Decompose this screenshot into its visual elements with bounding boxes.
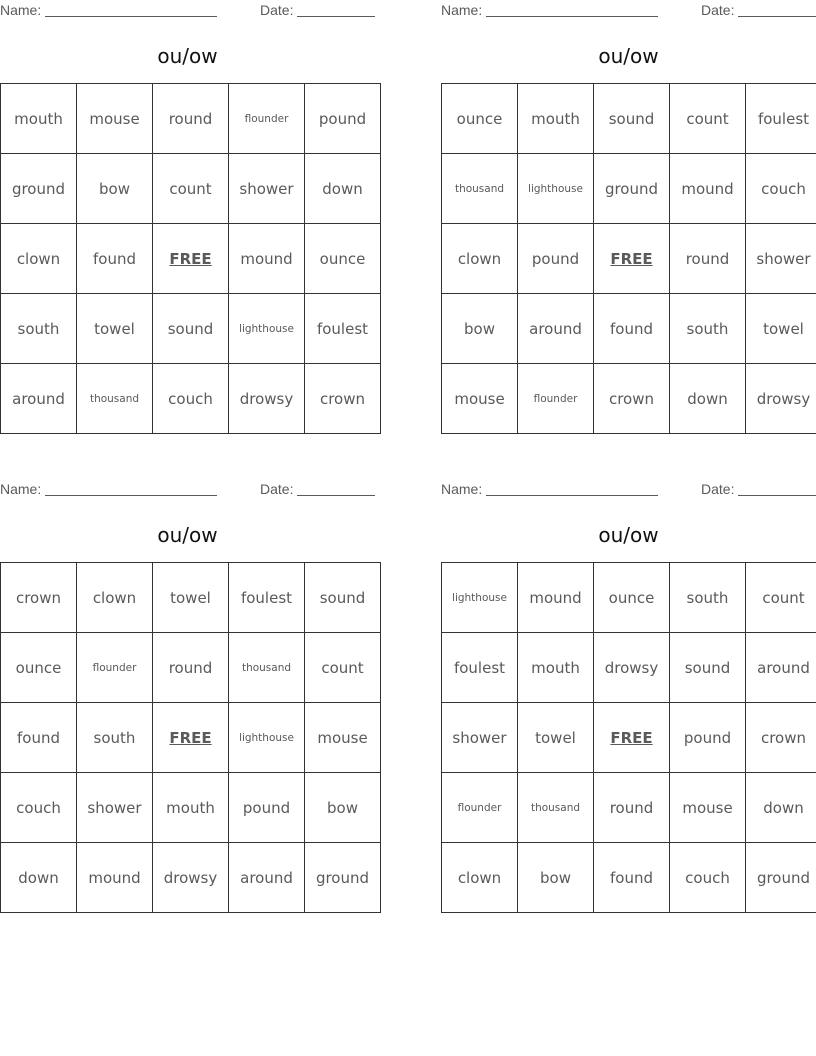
grid-row [1, 154, 381, 224]
grid-row [1, 703, 381, 773]
bingo-cell: thousand [442, 154, 518, 224]
bingo-cell: crown [305, 364, 381, 434]
bingo-cell: drowsy [746, 364, 816, 434]
card-title: ou/ow [157, 44, 218, 68]
bingo-cell: found [594, 294, 670, 364]
bingo-cell: flounder [518, 364, 594, 434]
bingo-cell: drowsy [594, 633, 670, 703]
bingo-cell: lighthouse [229, 294, 305, 364]
bingo-cell: clown [77, 563, 153, 633]
name-blank-line [486, 16, 658, 17]
bingo-cell: couch [670, 843, 746, 913]
bingo-cell: bow [77, 154, 153, 224]
bingo-cell: found [77, 224, 153, 294]
bingo-cell: south [77, 703, 153, 773]
bingo-cell: south [670, 294, 746, 364]
card-header [441, 479, 816, 499]
bingo-cell: count [746, 563, 816, 633]
date-label: Date: [260, 481, 294, 497]
bingo-cell: sound [594, 84, 670, 154]
bingo-cell: mouth [153, 773, 229, 843]
bingo-cell: pound [229, 773, 305, 843]
bingo-cell: round [594, 773, 670, 843]
bingo-cell: clown [1, 224, 77, 294]
card-header [441, 0, 816, 20]
date-blank-line [738, 16, 816, 17]
bingo-cell: lighthouse [518, 154, 594, 224]
grid-row [442, 224, 816, 294]
bingo-cell: foulest [229, 563, 305, 633]
bingo-cell: around [746, 633, 816, 703]
bingo-cell: shower [442, 703, 518, 773]
card-header [0, 479, 375, 499]
bingo-cell: shower [77, 773, 153, 843]
date-blank-line [297, 16, 375, 17]
bingo-cell: around [1, 364, 77, 434]
bingo-cell: around [518, 294, 594, 364]
name-label: Name: [0, 481, 42, 497]
bingo-cell: ounce [442, 84, 518, 154]
bingo-cell: flounder [229, 84, 305, 154]
bingo-cell: south [1, 294, 77, 364]
bingo-cell: thousand [77, 364, 153, 434]
bingo-cell: shower [229, 154, 305, 224]
name-blank-line [486, 495, 658, 496]
bingo-cell: mouth [518, 84, 594, 154]
bingo-cell: bow [442, 294, 518, 364]
bingo-cell: mouse [442, 364, 518, 434]
bingo-cell: foulest [442, 633, 518, 703]
name-label: Name: [0, 2, 42, 18]
bingo-cell: ounce [594, 563, 670, 633]
grid-row [442, 633, 816, 703]
bingo-cell: ounce [305, 224, 381, 294]
bingo-cell: south [670, 563, 746, 633]
name-blank-line [45, 495, 217, 496]
bingo-cell: down [1, 843, 77, 913]
bingo-cell: lighthouse [229, 703, 305, 773]
grid-row [442, 364, 816, 434]
bingo-cell: pound [305, 84, 381, 154]
bingo-cell: thousand [229, 633, 305, 703]
bingo-cell: couch [1, 773, 77, 843]
bingo-cell: clown [442, 224, 518, 294]
bingo-cell: couch [746, 154, 816, 224]
bingo-cell: ground [1, 154, 77, 224]
bingo-cell: found [594, 843, 670, 913]
bingo-cell: count [670, 84, 746, 154]
bingo-cell: sound [305, 563, 381, 633]
bingo-cell: thousand [518, 773, 594, 843]
bingo-cell: crown [1, 563, 77, 633]
bingo-cell: mound [518, 563, 594, 633]
bingo-cell: count [153, 154, 229, 224]
card-title: ou/ow [598, 523, 659, 547]
bingo-cell: ground [305, 843, 381, 913]
date-blank-line [738, 495, 816, 496]
bingo-cell: mouse [77, 84, 153, 154]
grid-row [442, 294, 816, 364]
card-title: ou/ow [157, 523, 218, 547]
bingo-cell: couch [153, 364, 229, 434]
bingo-cell: mouth [1, 84, 77, 154]
bingo-cell: mound [229, 224, 305, 294]
bingo-cell: round [153, 633, 229, 703]
bingo-grid [441, 83, 816, 434]
bingo-cell: flounder [442, 773, 518, 843]
grid-row [1, 773, 381, 843]
bingo-cell: flounder [77, 633, 153, 703]
free-space: FREE [153, 703, 229, 773]
free-space: FREE [594, 224, 670, 294]
bingo-cell: crown [594, 364, 670, 434]
bingo-cell: towel [746, 294, 816, 364]
bingo-cell: mouse [305, 703, 381, 773]
bingo-cell: found [1, 703, 77, 773]
date-label: Date: [701, 2, 735, 18]
grid-row [1, 294, 381, 364]
bingo-grid [0, 83, 381, 434]
grid-row [442, 154, 816, 224]
grid-row [442, 703, 816, 773]
bingo-cell: pound [670, 703, 746, 773]
date-blank-line [297, 495, 375, 496]
bingo-cell: ounce [1, 633, 77, 703]
card-title: ou/ow [598, 44, 659, 68]
grid-row [1, 224, 381, 294]
name-blank-line [45, 16, 217, 17]
free-space: FREE [153, 224, 229, 294]
bingo-cell: towel [77, 294, 153, 364]
name-label: Name: [441, 2, 483, 18]
bingo-cell: sound [670, 633, 746, 703]
free-space: FREE [594, 703, 670, 773]
bingo-cell: around [229, 843, 305, 913]
date-label: Date: [701, 481, 735, 497]
grid-row [1, 84, 381, 154]
bingo-cell: drowsy [153, 843, 229, 913]
bingo-cell: crown [746, 703, 816, 773]
bingo-cell: lighthouse [442, 563, 518, 633]
grid-row [1, 364, 381, 434]
bingo-cell: pound [518, 224, 594, 294]
bingo-cell: drowsy [229, 364, 305, 434]
bingo-cell: clown [442, 843, 518, 913]
bingo-cell: towel [518, 703, 594, 773]
card-header [0, 0, 375, 20]
bingo-cell: mouse [670, 773, 746, 843]
bingo-cell: ground [746, 843, 816, 913]
bingo-cell: down [746, 773, 816, 843]
bingo-cell: round [153, 84, 229, 154]
grid-row [1, 633, 381, 703]
bingo-cell: round [670, 224, 746, 294]
grid-row [442, 773, 816, 843]
bingo-cell: mound [77, 843, 153, 913]
bingo-cell: down [670, 364, 746, 434]
grid-row [442, 84, 816, 154]
bingo-cell: bow [518, 843, 594, 913]
date-label: Date: [260, 2, 294, 18]
bingo-cell: mouth [518, 633, 594, 703]
bingo-cell: ground [594, 154, 670, 224]
name-label: Name: [441, 481, 483, 497]
bingo-cell: towel [153, 563, 229, 633]
grid-row [1, 563, 381, 633]
bingo-grid [0, 562, 381, 913]
bingo-grid [441, 562, 816, 913]
bingo-cell: mound [670, 154, 746, 224]
grid-row [442, 563, 816, 633]
bingo-cell: count [305, 633, 381, 703]
bingo-cell: bow [305, 773, 381, 843]
bingo-cell: down [305, 154, 381, 224]
grid-row [442, 843, 816, 913]
grid-row [1, 843, 381, 913]
bingo-cell: sound [153, 294, 229, 364]
bingo-cell: shower [746, 224, 816, 294]
bingo-cell: foulest [305, 294, 381, 364]
bingo-cell: foulest [746, 84, 816, 154]
